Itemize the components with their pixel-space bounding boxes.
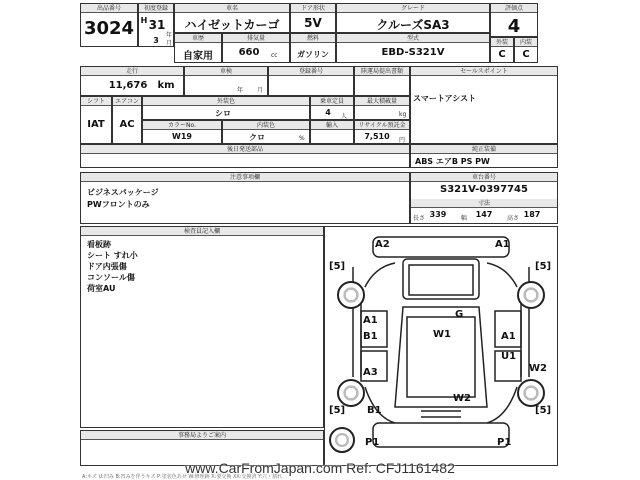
tire-front-left [337, 281, 365, 309]
shift-box [80, 96, 112, 144]
ac: AC [119, 119, 135, 130]
dims-label: 寸法 [411, 199, 557, 208]
damage-rear-left-p1: P1 [365, 437, 380, 448]
tire-rear-right [517, 379, 545, 407]
damage-front-left: A2 [375, 239, 390, 250]
height-label: 高さ [507, 215, 520, 222]
max-load-label: 最大積載量 [355, 97, 409, 106]
displacement-unit: cc [271, 52, 278, 59]
int-color-box [222, 120, 310, 144]
import-unit: % [299, 135, 305, 142]
notes-label: 注意事項欄 [81, 173, 409, 182]
model-code: EBD-S321V [381, 47, 445, 58]
auction-sheet [80, 0, 560, 480]
inspection-month: 月 [257, 87, 264, 94]
lot-box [80, 3, 138, 47]
retrofit-box [80, 144, 410, 168]
int-color: クロ [249, 133, 265, 142]
damage-rear-right-p1: P1 [497, 437, 512, 448]
damage-right-u1: U1 [501, 351, 517, 362]
notes-line-2: PWフロントのみ [87, 200, 150, 209]
legend: A:キズ U:凹み B:凹みを伴うキズ P:塗装色あせ W:修理跡 X:要交換 XX:交換済 Y:穴・割れ [82, 474, 283, 480]
inspector-box [80, 226, 324, 428]
ext-color-label: 外装色 [143, 97, 309, 106]
inspector-line-3: ドア内張傷 [87, 262, 127, 271]
recycle-box [354, 120, 410, 144]
office-label: 事務局よりご案内 [81, 431, 323, 440]
mileage-label: 走行 [81, 67, 183, 76]
damage-right-door-a1: A1 [501, 331, 516, 342]
max-load-box [354, 96, 410, 120]
score: 4 [507, 16, 521, 37]
reg-no-box [268, 66, 354, 96]
grade-box [336, 3, 490, 33]
color-no-box [142, 120, 222, 144]
sales-points-text: スマートアシスト [413, 94, 477, 103]
doors-label: ドア形状 [291, 4, 335, 13]
fuel-label: 燃料 [291, 34, 335, 43]
doors-box [290, 3, 336, 33]
damage-left-door-a1: A1 [363, 315, 378, 326]
recycle-doc-box [354, 66, 410, 96]
lot-number: 3024 [83, 18, 135, 39]
type-use-box [174, 33, 222, 63]
notes-box [80, 172, 410, 224]
year-suffix: 年 [166, 32, 173, 39]
height: 187 [523, 210, 541, 219]
int-color-label: 内装色 [223, 121, 309, 130]
recycle-fee: 7,510 [364, 132, 390, 141]
model-name: ハイゼットカーゴ [184, 18, 280, 32]
grade-label: グレード [337, 4, 489, 13]
capacity-unit: 人 [341, 113, 348, 120]
damage-left-a3: A3 [363, 367, 378, 378]
chassis-box [410, 172, 558, 224]
first-reg-box [138, 3, 174, 47]
type-use-label: 車歴 [175, 34, 221, 43]
capacity: 4 [325, 108, 331, 117]
length-label: 長さ [413, 215, 426, 222]
reg-month: 3 [153, 36, 159, 45]
lot-label: 出品番号 [81, 4, 137, 13]
tire-front-right [517, 281, 545, 309]
reg-year: 31 [148, 18, 166, 32]
retrofit-label: 後日発送部品 [81, 145, 409, 154]
color-no: W19 [172, 132, 192, 141]
inspector-line-2: シート すれ小 [87, 251, 138, 260]
recycle-label: リサイクル預託金 [355, 121, 409, 130]
tread-fr: [5] [535, 261, 552, 272]
max-load-unit: kg [399, 111, 407, 118]
score-box [490, 3, 538, 37]
car-outline [325, 227, 557, 465]
model-code-box [336, 33, 490, 63]
displacement-box [222, 33, 290, 63]
equipment-label: 純正装備 [411, 145, 557, 154]
interior-grade: C [522, 49, 530, 60]
sales-points-label: セールスポイント [411, 67, 557, 76]
damage-left-b1: B1 [367, 405, 382, 416]
import-box [310, 120, 354, 144]
mileage: 11,676 [108, 80, 148, 91]
fuel: ガソリン [297, 50, 329, 59]
model-name-box [174, 3, 290, 33]
grade: クルーズSA3 [376, 18, 450, 32]
chassis-label: 車台番号 [411, 173, 557, 182]
tread-rl: [5] [329, 405, 346, 416]
inspector-line-1: 看板跡 [87, 240, 111, 249]
watermark: www.CarFromJapan.com Ref: CFJ1161482 [185, 460, 455, 476]
displacement: 660 [238, 47, 260, 58]
tread-fl: [5] [329, 261, 346, 272]
damage-front-right: A1 [495, 239, 510, 250]
model-name-label: 車名 [175, 4, 289, 13]
import-label: 輸入 [311, 121, 353, 130]
exterior-label: 外装 [491, 38, 513, 47]
damage-roof: G [455, 309, 464, 320]
damage-left-door-b1: B1 [363, 331, 378, 342]
fuel-box [290, 33, 336, 63]
damage-right-w2: W2 [529, 363, 547, 374]
inspection-box [184, 66, 268, 96]
notes-line-1: ビジネスパッケージ [87, 188, 159, 197]
car-diagram [324, 226, 558, 466]
shift-label: シフト [81, 97, 111, 106]
tire-rear-left [337, 379, 365, 407]
interior-box [514, 37, 538, 63]
inspector-line-5: 荷室AU [87, 284, 116, 293]
spare-tire [329, 427, 355, 453]
score-label: 評価点 [491, 4, 537, 13]
ext-color: シロ [215, 109, 231, 118]
ext-color-box [142, 96, 310, 120]
damage-rear-w2: W2 [453, 393, 471, 404]
width: 147 [475, 210, 493, 219]
inspection-year: 年 [237, 87, 244, 94]
month-suffix: 月 [166, 40, 173, 47]
damage-windshield: W1 [433, 329, 451, 340]
equipment-box [410, 144, 558, 168]
interior-label: 内装 [515, 38, 537, 47]
tread-rr: [5] [535, 405, 552, 416]
capacity-box [310, 96, 354, 120]
type-use: 自家用 [183, 51, 213, 62]
inspector-label: 検査員記入欄 [81, 227, 323, 236]
recycle-unit: 円 [399, 137, 406, 144]
inspector-line-4: コンソール傷 [87, 273, 135, 282]
exterior-grade: C [498, 49, 506, 60]
inspection-label: 車検 [185, 67, 267, 76]
equipment-text: ABS エアB PS PW [415, 157, 490, 166]
mileage-box [80, 66, 184, 96]
color-no-label: カラーNo. [143, 121, 221, 130]
era: H [140, 16, 148, 25]
recycle-doc-label: 陸運局提出書類 [355, 67, 409, 76]
reg-no-label: 登録番号 [269, 67, 353, 76]
width-label: 幅 [461, 215, 468, 222]
mileage-unit: km [157, 80, 175, 91]
displacement-label: 排気量 [223, 34, 289, 43]
ac-box [112, 96, 142, 144]
capacity-label: 乗車定員 [311, 97, 353, 106]
ac-label: エアコン [113, 97, 141, 106]
model-code-label: 型式 [337, 34, 489, 43]
sales-points-box [410, 66, 558, 144]
first-reg-label: 初度登録 [139, 4, 173, 13]
chassis-number: S321V-0397745 [440, 184, 528, 195]
shift: IAT [87, 119, 105, 130]
length: 339 [429, 210, 447, 219]
doors: 5V [304, 16, 322, 30]
exterior-box [490, 37, 514, 63]
